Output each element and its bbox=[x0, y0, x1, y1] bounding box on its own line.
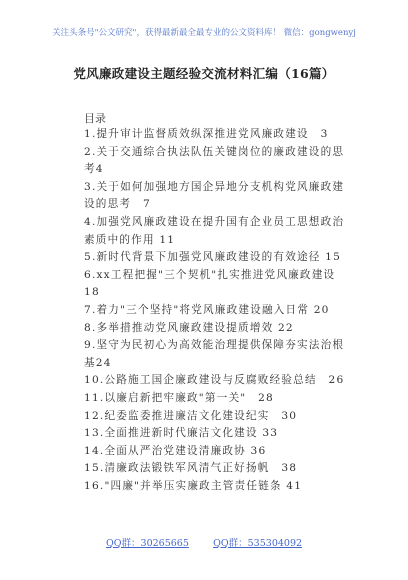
toc-item: 15.清廉政法锻铁军风清气正好扬帆 38 bbox=[84, 462, 298, 475]
toc-item: 11.以廉启新把牢廉政"第一关" 28 bbox=[84, 391, 274, 404]
header-promo-note: 关注头条号"公文研究"，获得最新最全最专业的公文资料库！ 微信：gongwenyj bbox=[52, 28, 356, 38]
toc-item: 7.着力"三个坚持"将党风廉政建设融入日常 20 bbox=[84, 303, 330, 316]
toc-item: 12.纪委监委推进廉洁文化建设纪实 30 bbox=[84, 409, 298, 422]
toc-item: 5.新时代背景下加强党风廉政建设的有效途径 15 bbox=[84, 251, 342, 264]
toc-item: 13.全面推进新时代廉洁文化建设 33 bbox=[84, 427, 279, 440]
qq-group-1[interactable]: QQ群：30265665 bbox=[105, 538, 189, 549]
toc-item: 2.关于交通综合执法队伍关键岗位的廉政建设的思考4 bbox=[84, 145, 345, 176]
toc-item: 9.坚守为民初心为高效能治理提供保障夯实法治根基24 bbox=[84, 339, 345, 369]
toc-item: 10.公路施工国企廉政建设与反腐败经验总结 26 bbox=[84, 374, 345, 387]
document-title: 党风廉政建设主题经验交流材料汇编（16篇） bbox=[73, 66, 335, 81]
toc-item: 8.多举措推动党风廉政建设提质增效 22 bbox=[84, 321, 294, 334]
qq-group-2[interactable]: QQ群：535304092 bbox=[213, 538, 303, 549]
toc-item: 3.关于如何加强地方国企异地分支机构党风廉政建设的思考 7 bbox=[84, 180, 345, 211]
toc-list bbox=[0, 126, 408, 495]
toc-heading: 目录 bbox=[84, 112, 106, 125]
toc-item: 16."四廉"并举压实廉政主管责任链条 41 bbox=[84, 479, 303, 492]
toc-item: 4.加强党风廉政建设在提升国有企业员工思想政治素质中的作用 11 bbox=[84, 215, 345, 246]
footer-qq-groups bbox=[0, 535, 408, 549]
toc-item: 14.全面从严治党建设清廉政协 36 bbox=[84, 444, 267, 457]
toc-item: 6.xx工程把握"三个契机"扎实推进党风廉政建设 18 bbox=[84, 268, 348, 299]
toc-item: 1.提升审计监督质效纵深推进党风廉政建设 3 bbox=[84, 128, 329, 140]
